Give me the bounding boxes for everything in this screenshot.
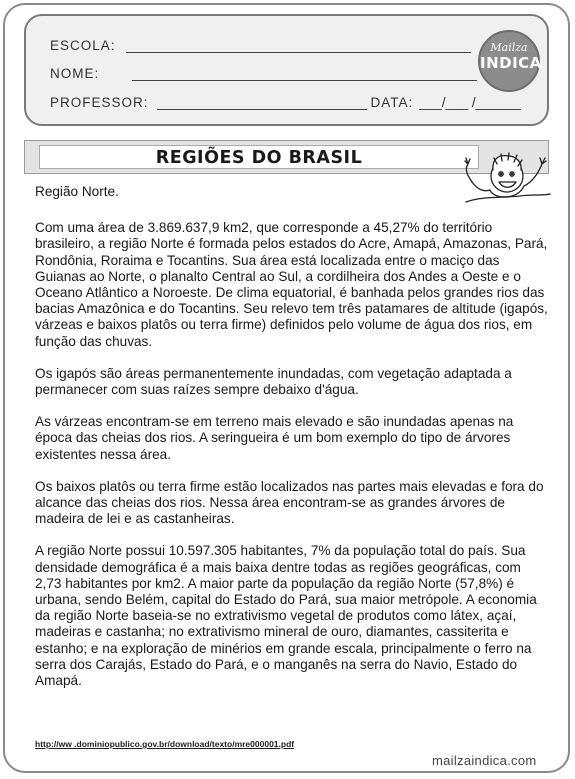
school-line[interactable] — [126, 40, 471, 53]
name-line[interactable] — [132, 68, 477, 81]
teacher-label: PROFESSOR: — [50, 95, 149, 110]
title-panel — [39, 145, 479, 169]
source-link[interactable]: http://ww .dominiopublico.gov.br/download/texto/mre000001.pdf — [35, 739, 295, 749]
mailza-indica-logo — [478, 30, 540, 92]
name-field — [50, 66, 477, 81]
paragraph-1: Com uma área de 3.869.637,9 km2, que corresponde a 45,27% do território brasileiro, a região Norte é formada pelos estados do Acre, Amapá, Amazonas, Pará, Rondônia, Roraima e Tocantins. Sua área está localizada entre o maciço das Guianas ao Norte, o planalto Central ao Sul, a cordilheira dos Andes a Oeste e o Oceano Atlântico a Noroeste. De clima equatorial, é banhada pelos grandes rios das bacias Amazônica e do Tocantins. Seu relevo tem três patamares de altitude (igapós, várzeas e baixos platôs ou terra firme) definidos pelo volume de água dos rios, em função das chuvas. — [35, 220, 548, 349]
logo-main-text: INDICA — [480, 54, 542, 72]
logo-top-text: Mailza — [490, 41, 528, 54]
article-body — [35, 184, 550, 689]
page-title: REGIÕES DO BRASIL — [155, 148, 363, 168]
site-credit: mailzaindica.com — [432, 753, 537, 768]
school-label: ESCOLA: — [50, 38, 116, 53]
teacher-line[interactable] — [157, 97, 367, 110]
paragraph-5: A região Norte possui 10.597.305 habitantes, 7% da população total do país. Sua densidade demográfica é a mais baixa dentre todas as regiões geográficas, com 2,73 habitantes por km2. A maior parte da população da região Norte (57,8%) é urbana, sendo Belém, capital do Estado do Pará, sua maior metrópole. A economia da região Norte baseia-se no extrativismo vegetal de produtos como látex, açaí, madeiras e castanha; no extrativismo mineral de ouro, diamantes, cassiterita e estanho; e na exploração de minérios em grande escala, principalmente o ferro na serra dos Carajás, Estado do Pará, e o manganês na serra do Navio, Estado do Amapá. — [35, 543, 537, 689]
name-label: NOME: — [50, 66, 100, 81]
paragraph-3: As várzeas encontram-se em terreno mais elevado e são inundadas apenas na época das cheias dos rios. A seringueira é um bom exemplo do tipo de árvores existentes nessa área. — [35, 414, 514, 462]
date-blank[interactable]: ___/___ /______ — [419, 95, 521, 110]
paragraph-4: Os baixos platôs ou terra firme estão localizados nas partes mais elevadas e fora do alcance das cheias dos rios. Nessa área encontram-se as grandes árvores de madeira de lei e as castanheiras. — [35, 478, 544, 527]
intro-line: Região Norte. — [35, 184, 119, 199]
paragraph-2: Os igapós são áreas permanentemente inundadas, com vegetação adaptada a permanecer com suas raízes sempre debaixo d'água. — [35, 365, 512, 398]
teacher-date-field — [50, 95, 521, 110]
student-info-box — [24, 14, 549, 126]
date-label: DATA: — [370, 95, 414, 110]
school-field — [50, 38, 471, 53]
